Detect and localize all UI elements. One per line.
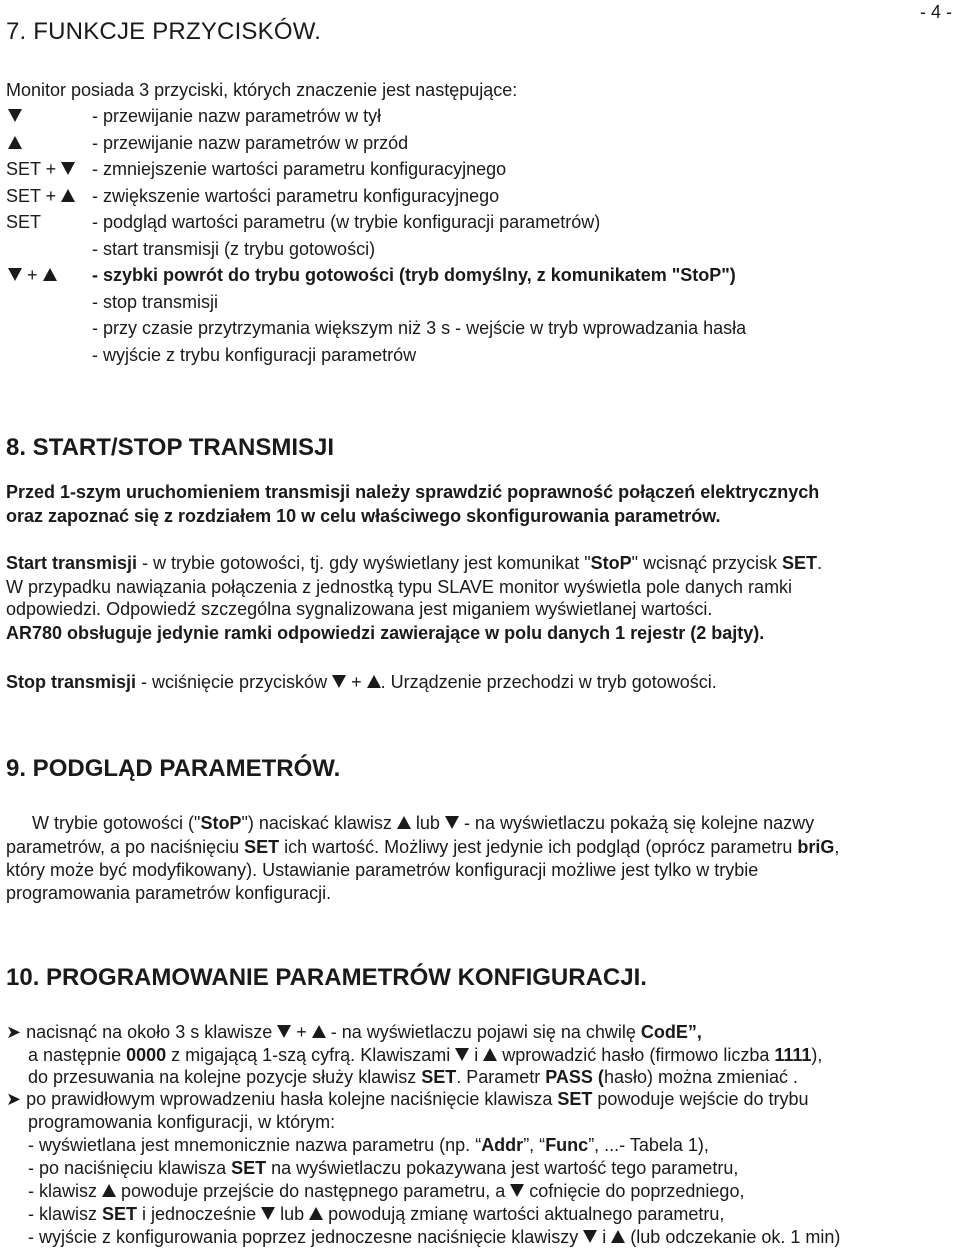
key-label: SET + — [6, 186, 57, 206]
up-arrow-icon — [483, 1048, 497, 1061]
down-arrow-icon — [277, 1025, 291, 1038]
up-arrow-icon — [43, 268, 57, 281]
ar780-note: AR780 obsługuje jedynie ramki odpowiedzi zawierające w polu danych 1 rejestr (2 bajty). — [6, 623, 765, 643]
section-7-title: 7. FUNKCJE PRZYCISKÓW. — [6, 18, 322, 45]
bullet-1-line-2: a następnie 0000 z migającą 1-szą cyfrą. Klawiszami i wprowadzić hasło (firmowo liczba 1111), — [28, 1045, 823, 1065]
section-8-title: 8. START/STOP TRANSMISJI — [6, 434, 335, 461]
key-set-down — [6, 159, 75, 180]
up-arrow-icon — [312, 1025, 326, 1038]
down-arrow-icon — [261, 1207, 275, 1220]
section-9-title: 9. PODGLĄD PARAMETRÓW. — [6, 755, 341, 782]
desc-row-5: - podgląd wartości parametru (w trybie konfiguracji parametrów) — [92, 212, 601, 232]
up-arrow-icon — [397, 816, 411, 829]
desc-row-3: - zmniejszenie wartości parametru konfiguracyjnego — [92, 159, 507, 179]
down-arrow-icon — [8, 109, 22, 122]
page-number: - 4 - — [919, 2, 952, 22]
key-label: SET + — [6, 159, 57, 179]
key-set: SET — [6, 212, 42, 232]
key-label: + — [27, 265, 38, 285]
dash-item-4: - klawisz SET i jednocześnie lub powodują zmianę wartości aktualnego parametru, — [28, 1204, 725, 1224]
desc-row-1: - przewijanie nazw parametrów w tył — [92, 106, 382, 126]
desc-row-7: - szybki powrót do trybu gotowości (tryb domyślny, z komunikatem "StoP") — [92, 265, 736, 285]
up-arrow-icon — [611, 1230, 625, 1243]
paragraph-line: W trybie gotowości ("StoP") naciskać klawisz lub - na wyświetlaczu pokażą się kolejne nazwy — [32, 813, 815, 833]
bullet-2-line-2: programowania konfiguracji, w którym: — [28, 1112, 336, 1132]
paragraph-line: który może być modyfikowany). Ustawianie parametrów konfiguracji możliwe jest tylko w trybie — [6, 860, 759, 880]
desc-row-4: - zwiększenie wartości parametru konfiguracyjnego — [92, 186, 500, 206]
paragraph-line: parametrów, a po naciśnięciu SET ich wartość. Możliwy jest jedynie ich podgląd (oprócz parametru briG, — [6, 837, 840, 857]
up-arrow-icon — [61, 189, 75, 202]
paragraph-line: programowania parametrów konfiguracji. — [6, 883, 332, 903]
section-7-intro: Monitor posiada 3 przyciski, których znaczenie jest następujące: — [6, 80, 518, 100]
up-arrow-icon — [309, 1207, 323, 1220]
down-arrow-icon — [583, 1230, 597, 1243]
arrow-bullet-icon: ➤ — [6, 1022, 22, 1042]
arrow-bullet-icon: ➤ — [6, 1089, 22, 1109]
dash-item-5: - wyjście z konfigurowania poprzez jednoczesne naciśnięcie klawiszy i (lub odczekanie ok. 1 min) — [28, 1227, 841, 1247]
down-arrow-icon — [332, 675, 346, 688]
desc-row-9: - przy czasie przytrzymania większym niż 3 s - wejście w tryb wprowadzania hasła — [92, 318, 747, 338]
key-down — [8, 106, 22, 127]
key-down-up — [8, 265, 57, 286]
up-arrow-icon — [8, 136, 22, 149]
start-transmission: Start transmisji - w trybie gotowości, tj. gdy wyświetlany jest komunikat "StoP" wcisnąć przycisk SET. — [6, 553, 823, 573]
bullet-1: ➤ nacisnąć na około 3 s klawisze + - na wyświetlaczu pojawi się na chwilę CodE”, — [6, 1022, 702, 1042]
desc-row-8: - stop transmisji — [92, 292, 219, 312]
start-label: Start transmisji — [6, 553, 138, 573]
key-set-up — [6, 186, 75, 207]
down-arrow-icon — [510, 1184, 524, 1197]
dash-item-3: - klawisz powoduje przejście do następnego parametru, a cofnięcie do poprzedniego, — [28, 1181, 745, 1201]
desc-row-10: - wyjście z trybu konfiguracji parametrów — [92, 345, 417, 365]
bullet-2: ➤ po prawidłowym wprowadzeniu hasła kolejne naciśnięcie klawisza SET powoduje wejście do trybu — [6, 1089, 809, 1109]
stop-transmission: Stop transmisji - wciśnięcie przycisków + . Urządzenie przechodzi w tryb gotowości. — [6, 672, 717, 692]
warning-line-2: oraz zapoznać się z rozdziałem 10 w celu właściwego skonfigurowania parametrów. — [6, 506, 721, 526]
bullet-1-line-3: do przesuwania na kolejne pozycje służy klawisz SET. Parametr PASS (hasło) można zmieniać . — [28, 1067, 799, 1087]
key-up — [8, 133, 22, 154]
dash-item-2: - po naciśnięciu klawisza SET na wyświetlaczu pokazywana jest wartość tego parametru, — [28, 1158, 739, 1178]
desc-row-6: - start transmisji (z trybu gotowości) — [92, 239, 376, 259]
warning-line-1: Przed 1-szym uruchomieniem transmisji należy sprawdzić poprawność połączeń elektrycznych — [6, 482, 820, 502]
section-10-title: 10. PROGRAMOWANIE PARAMETRÓW KONFIGURACJI. — [6, 964, 647, 991]
stop-label: Stop transmisji — [6, 672, 137, 692]
dash-item-1: - wyświetlana jest mnemonicznie nazwa parametru (np. “Addr”, “Func”, ...- Tabela 1), — [28, 1135, 709, 1155]
down-arrow-icon — [455, 1048, 469, 1061]
down-arrow-icon — [445, 816, 459, 829]
paragraph-line: W przypadku nawiązania połączenia z jednostką typu SLAVE monitor wyświetla pole danych ramki — [6, 577, 793, 597]
down-arrow-icon — [61, 162, 75, 175]
paragraph-line: odpowiedzi. Odpowiedź szczególna sygnalizowana jest miganiem wyświetlanej wartości. — [6, 599, 713, 619]
up-arrow-icon — [102, 1184, 116, 1197]
desc-row-2: - przewijanie nazw parametrów w przód — [92, 133, 409, 153]
down-arrow-icon — [8, 268, 22, 281]
up-arrow-icon — [367, 675, 381, 688]
